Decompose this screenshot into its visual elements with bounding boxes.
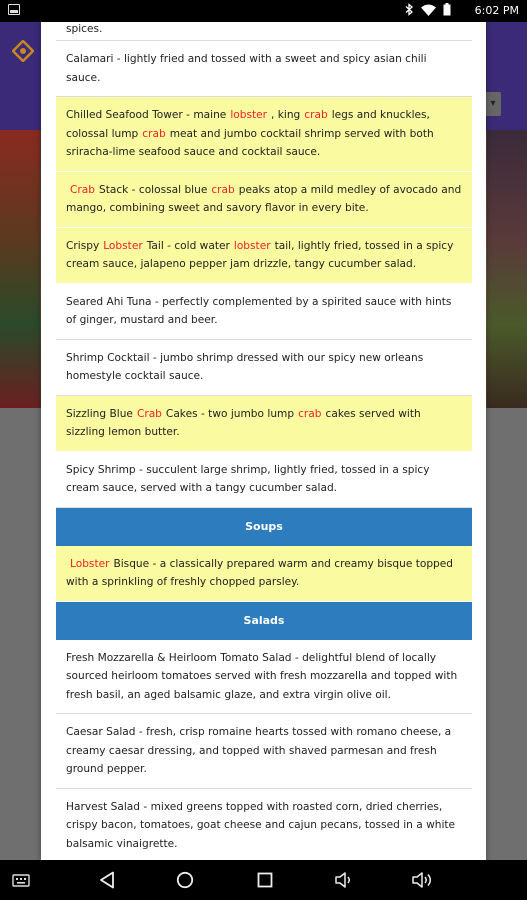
list-item-shrimp-cocktail[interactable] <box>56 340 472 396</box>
item-text: Caesar Salad - fresh, crisp romaine hearts tossed with romano cheese, a creamy caesar dressing, and topped with shaved parmesan and fresh ground pepper. <box>66 726 452 775</box>
item-text: Shrimp Cocktail - jumbo shrimp dressed with our spicy new orleans homestyle cocktail sauce. <box>66 351 424 382</box>
list-item-mozzarella-salad[interactable] <box>56 640 472 715</box>
back-icon[interactable] <box>92 860 122 900</box>
keyword-highlight: lobster <box>230 109 268 121</box>
diamond-logo-icon <box>12 40 34 62</box>
home-icon[interactable] <box>170 860 200 900</box>
list-item-crispy-lobster-tail[interactable] <box>56 228 472 284</box>
item-text: tail, lightly fried, tossed in a spicy cream sauce, jalapeno pepper jam drizzle, tangy cucumber salad. <box>66 239 454 270</box>
section-header-soups: Soups <box>56 508 472 546</box>
list-item-harvest-salad[interactable] <box>56 789 472 861</box>
keyword-highlight: Lobster <box>103 239 143 252</box>
volume-down-icon[interactable] <box>330 860 360 900</box>
list-item-lobster-bisque[interactable] <box>56 546 472 602</box>
keyword-highlight: Crab <box>70 183 95 196</box>
status-bar <box>0 0 527 22</box>
list-item-spicy-shrimp[interactable] <box>56 452 472 508</box>
wifi-icon <box>421 4 436 20</box>
keyword-highlight: Crab <box>136 407 162 420</box>
list-item-crab-cakes[interactable] <box>56 396 472 452</box>
list-item-ahi-tuna[interactable] <box>56 284 472 340</box>
keyword-highlight: crab <box>298 407 322 420</box>
item-text: legs and knuckles, colossal lump <box>66 109 430 140</box>
list-item[interactable] <box>56 22 472 41</box>
status-icons <box>405 3 451 20</box>
keyword-highlight: crab <box>304 109 328 121</box>
keyword-highlight: Lobster <box>70 557 110 570</box>
recents-icon[interactable] <box>250 860 280 900</box>
item-text: spices. <box>66 23 103 35</box>
status-time: 6:02 PM <box>474 4 519 17</box>
item-text: Crispy <box>66 239 100 252</box>
screenshot-notification-icon <box>8 4 20 15</box>
list-item-crab-stack[interactable] <box>56 172 472 228</box>
item-text: Spicy Shrimp - succulent large shrimp, lightly fried, tossed in a spicy cream sauce, served with a tangy cucumber salad. <box>66 463 430 494</box>
item-text: Seared Ahi Tuna - perfectly complemented by a spirited sauce with hints of ginger, mustard and beer. <box>66 295 452 326</box>
item-text: meat and jumbo cocktail shrimp served with both sriracha-lime seafood sauce and cocktail sauce. <box>66 127 434 158</box>
keyword-highlight: crab <box>142 127 166 140</box>
item-text: Tail - cold water <box>146 239 230 252</box>
item-text: Cakes - two jumbo lump <box>165 407 295 420</box>
item-text: Sizzling Blue <box>66 407 133 420</box>
volume-up-icon[interactable] <box>408 860 438 900</box>
item-text: cakes served with sizzling lemon butter. <box>66 407 421 438</box>
keyword-highlight: lobster <box>233 239 271 252</box>
item-text: , king <box>271 109 301 121</box>
navigation-bar <box>0 860 527 900</box>
keyboard-icon[interactable] <box>8 860 34 900</box>
item-text: Bisque - a classically prepared warm and creamy bisque topped with a sprinkling of freshly chopped parsley. <box>66 557 454 588</box>
item-text: Stack - colossal blue <box>98 183 208 196</box>
item-text: Chilled Seafood Tower - maine <box>66 109 227 121</box>
list-item-caesar-salad[interactable] <box>56 714 472 789</box>
battery-icon <box>443 3 451 20</box>
keyword-highlight: crab <box>211 183 235 196</box>
menu-dialog <box>41 22 486 860</box>
list-item-calamari[interactable] <box>56 41 472 97</box>
item-text: Calamari - lightly fried and tossed with a sweet and spicy asian chili sauce. <box>66 53 427 84</box>
bluetooth-icon <box>405 3 414 20</box>
item-text: Fresh Mozzarella & Heirloom Tomato Salad - delightful blend of locally sourced heirloom tomatoes served with fresh mozzarella and topped with fresh basil, an aged balsamic glaze, and extra virgin olive oil. <box>66 651 458 701</box>
section-header-salads: Salads <box>56 602 472 640</box>
chevron-down-icon: ▾ <box>485 92 501 116</box>
item-text: Harvest Salad - mixed greens topped with roasted corn, dried cherries, crispy bacon, tomatoes, goat cheese and cajun pecans, tossed in a white balsamic vinaigrette. <box>66 800 456 850</box>
menu-list[interactable] <box>56 22 472 860</box>
item-text: peaks atop a mild medley of avocado and mango, combining sweet and savory flavor in every bite. <box>66 183 462 214</box>
list-item-seafood-tower[interactable] <box>56 97 472 172</box>
